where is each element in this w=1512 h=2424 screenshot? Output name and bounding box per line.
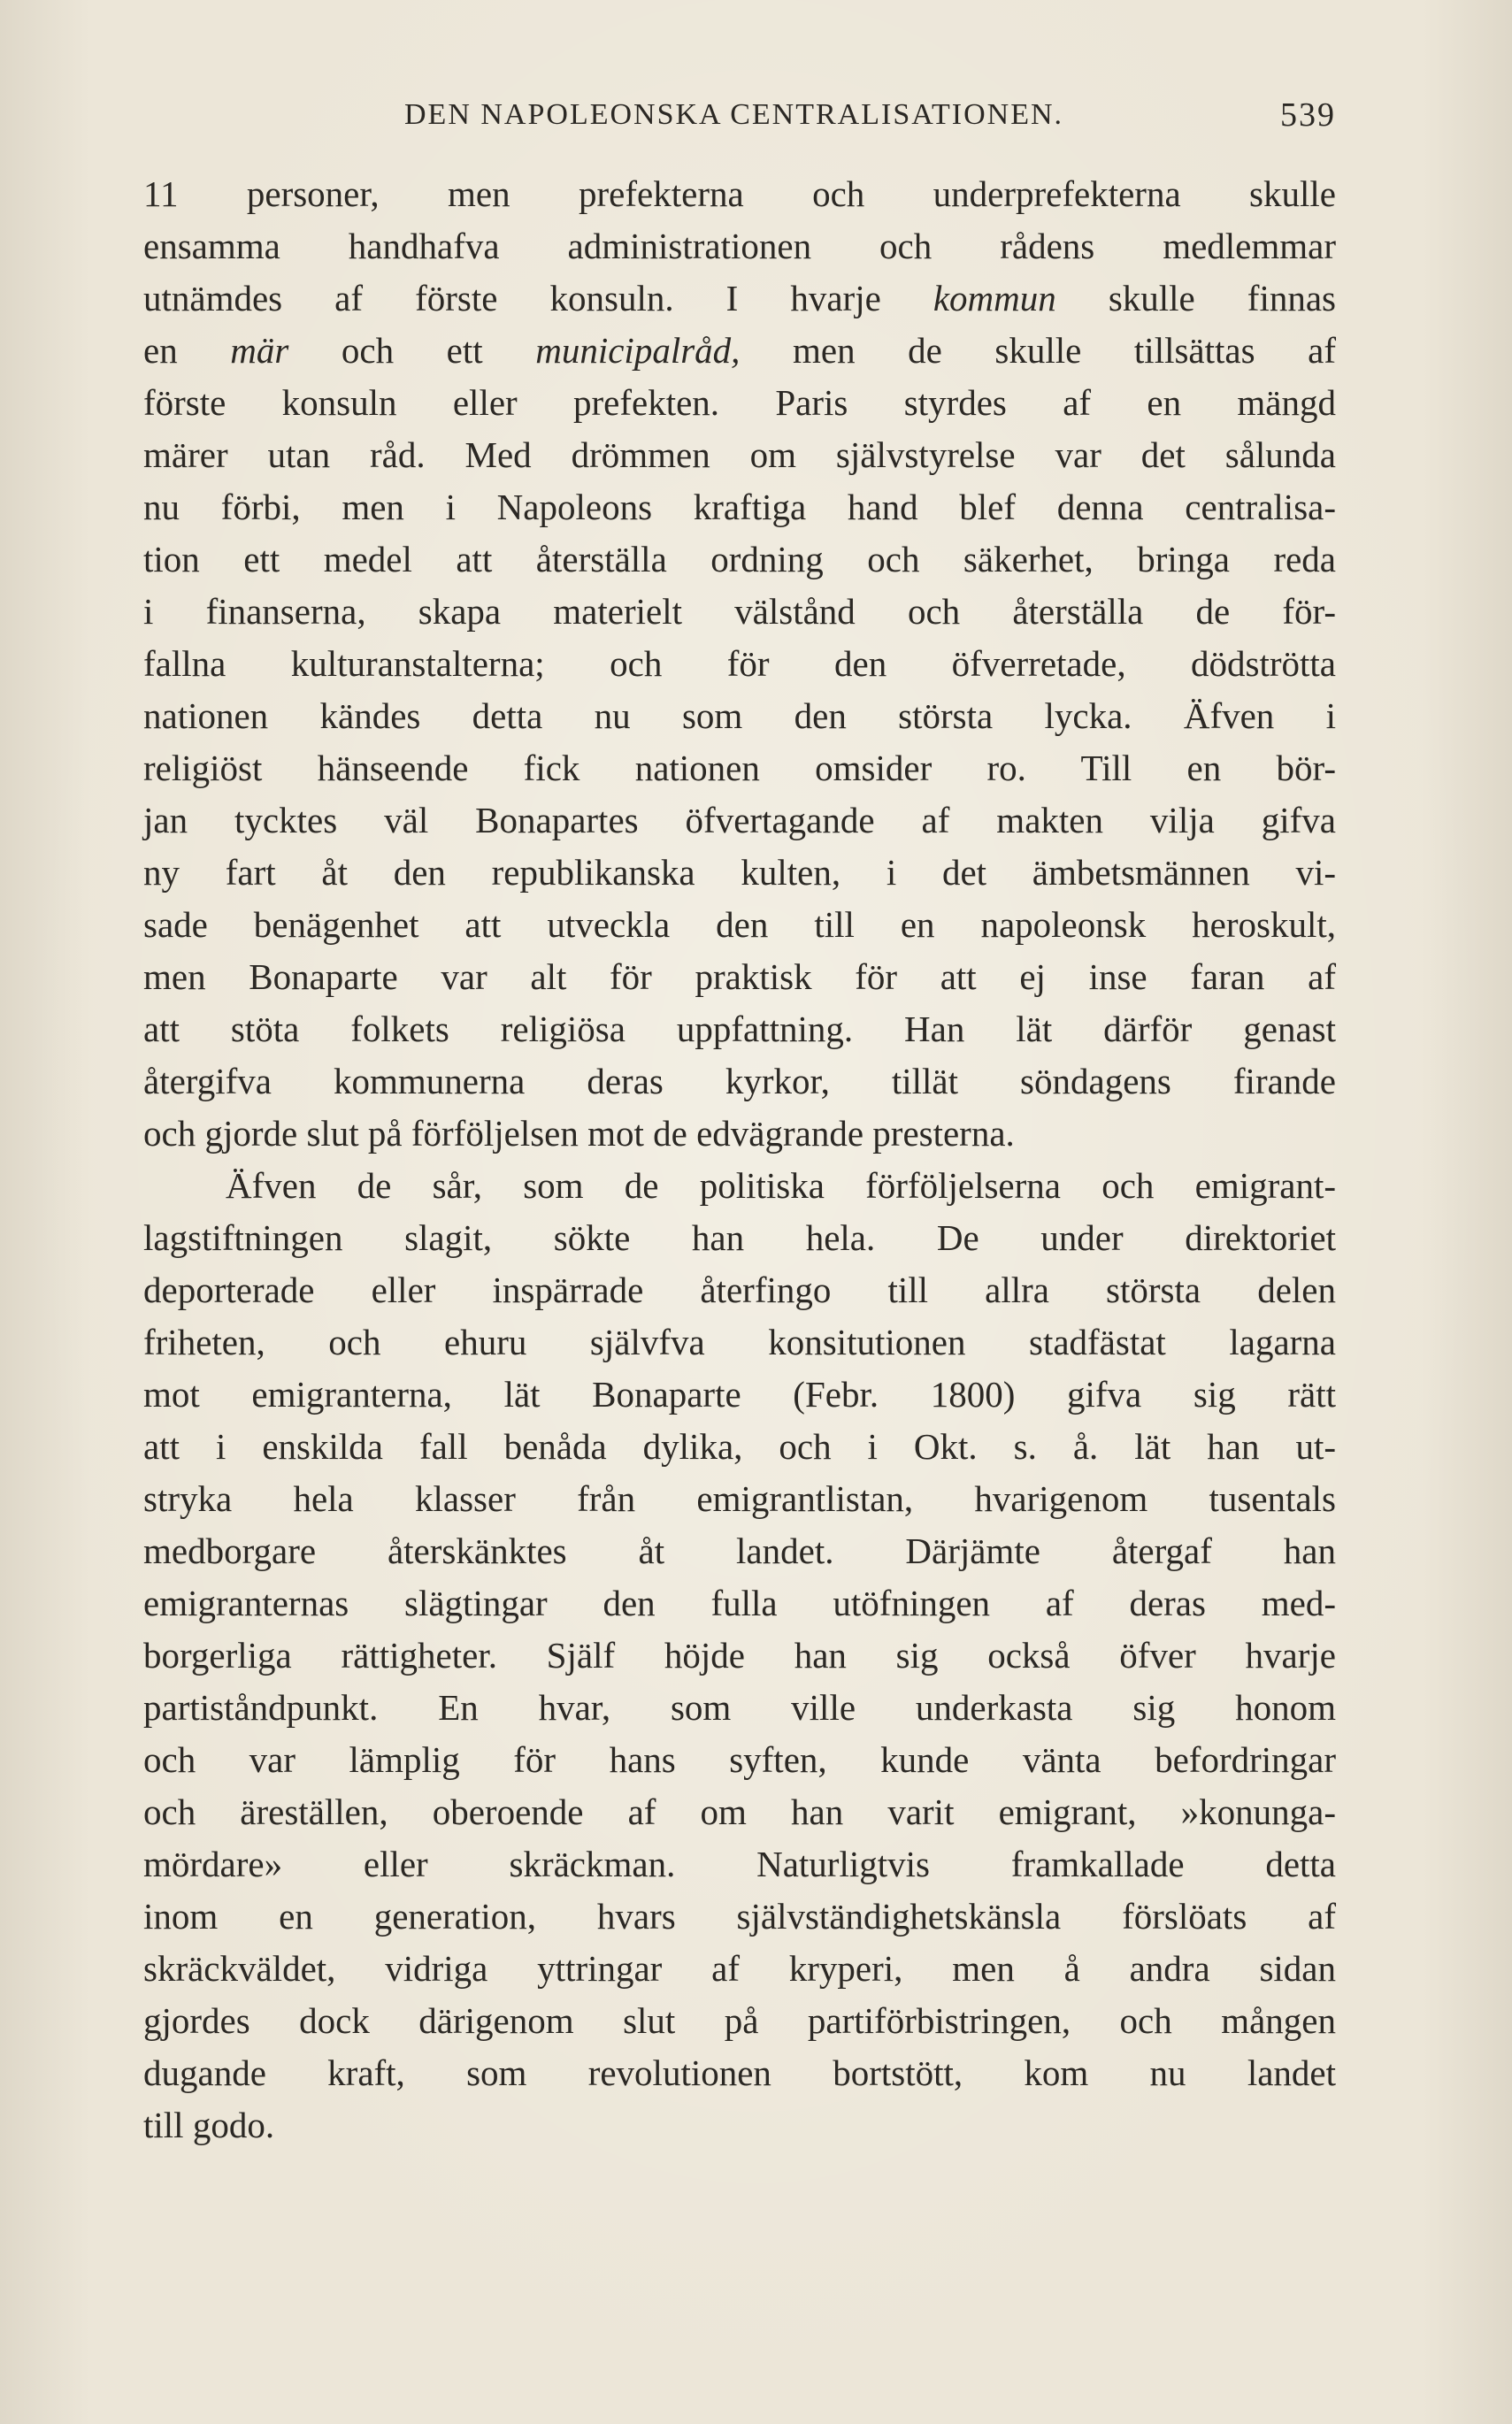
text-line: och gjorde slut på förföljelsen mot de edvägrande presterna.: [143, 1113, 1015, 1154]
text-line: sade benägenhet att utveckla den till en napoleonsk heroskult,: [143, 904, 1336, 945]
text-line: stryka hela klasser från emigrantlistan, hvarigenom tusentals: [143, 1478, 1336, 1519]
text-line: medborgare återskänktes åt landet. Därjämte återgaf han: [143, 1530, 1336, 1571]
running-head: [143, 94, 1336, 136]
text-line: inom en generation, hvars självständighetskänsla förslöats af: [143, 1896, 1336, 1937]
text-line: fallna kulturanstalterna; och för den öfverretade, dödströtta: [143, 643, 1336, 684]
text-line: mördare» eller skräckman. Naturligtvis framkallade detta: [143, 1844, 1336, 1884]
text-line: [143, 272, 1336, 325]
text-line: ny fart åt den republikanska kulten, i det ämbetsmännen vi-: [143, 852, 1336, 893]
text-line: i finanserna, skapa materielt välstånd och återställa de för-: [143, 591, 1336, 632]
text-line: skräckväldet, vidriga yttringar af kryperi, men å andra sidan: [143, 1948, 1336, 1989]
text-line: nu förbi, men i Napoleons kraftiga hand blef denna centralisa-: [143, 487, 1336, 527]
text-line: gjordes dock därigenom slut på partiförbistringen, och mången: [143, 2000, 1336, 2041]
text-line: religiöst hänseende fick nationen omsider ro. Till en bör-: [143, 748, 1336, 788]
text-line: dugande kraft, som revolutionen bortstött, kom nu landet: [143, 2052, 1336, 2093]
text-line: återgifva kommunerna deras kyrkor, tillät söndagens firande: [143, 1061, 1336, 1101]
text-line: märer utan råd. Med drömmen om självstyrelse var det sålunda: [143, 434, 1336, 475]
text-line: deporterade eller inspärrade återfingo till allra största delen: [143, 1270, 1336, 1310]
text-line: Äfven de sår, som de politiska förföljelserna och emigrant-: [226, 1165, 1336, 1206]
text-line: men Bonaparte var alt för praktisk för att ej inse faran af: [143, 956, 1336, 997]
running-head-title: DEN NAPOLEONSKA CENTRALISATIONEN.: [404, 98, 1064, 131]
text-line: friheten, och ehuru självfva konsitutionen stadfästat lagarna: [143, 1322, 1336, 1362]
text-line: att i enskilda fall benåda dylika, och i Okt. s. å. lät han ut-: [143, 1426, 1336, 1467]
text-run: men de skulle tillsättas af: [740, 330, 1336, 371]
text-line: och var lämplig för hans syften, kunde vänta befordringar: [143, 1739, 1336, 1780]
text-line: [143, 325, 1336, 377]
text-line: tion ett medel att återställa ordning och säkerhet, bringa reda: [143, 539, 1336, 579]
text-line: 11 personer, men prefekterna och underprefekterna skulle: [143, 173, 1336, 214]
text-line: och äreställen, oberoende af om han varit emigrant, »konunga-: [143, 1791, 1336, 1832]
text-run: och ett: [288, 330, 536, 371]
text-line: emigranternas slägtingar den fulla utöfningen af deras med-: [143, 1583, 1336, 1623]
text-run: skulle finnas: [1055, 278, 1337, 318]
text-line: lagstiftningen slagit, sökte han hela. De under direktoriet: [143, 1217, 1336, 1258]
text-run: utnämdes af förste konsuln. I hvarje: [143, 278, 933, 318]
text-line: mot emigranterna, lät Bonaparte (Febr. 1800) gifva sig rätt: [143, 1374, 1336, 1415]
text-line: att stöta folkets religiösa uppfattning. Han lät därför genast: [143, 1009, 1336, 1049]
italic-term-municipalrad: municipalråd,: [535, 330, 741, 371]
italic-term-kommun: kommun: [933, 278, 1056, 318]
text-line: förste konsuln eller prefekten. Paris styrdes af en mängd: [143, 382, 1336, 423]
page-number: 539: [1280, 96, 1336, 134]
text-line: partiståndpunkt. En hvar, som ville underkasta sig honom: [143, 1687, 1336, 1728]
text-line: nationen kändes detta nu som den största lycka. Äfven i: [143, 695, 1336, 736]
italic-term-mar: mär: [230, 330, 289, 371]
text-line: till godo.: [143, 2105, 275, 2145]
text-run: en: [143, 330, 231, 371]
text-line: ensamma handhafva administrationen och rådens medlemmar: [143, 226, 1336, 266]
text-line: borgerliga rättigheter. Själf höjde han sig också öfver hvarje: [143, 1635, 1336, 1676]
text-line: jan tycktes väl Bonapartes öfvertagande af makten vilja gifva: [143, 800, 1336, 840]
body-text: [143, 168, 1336, 2152]
